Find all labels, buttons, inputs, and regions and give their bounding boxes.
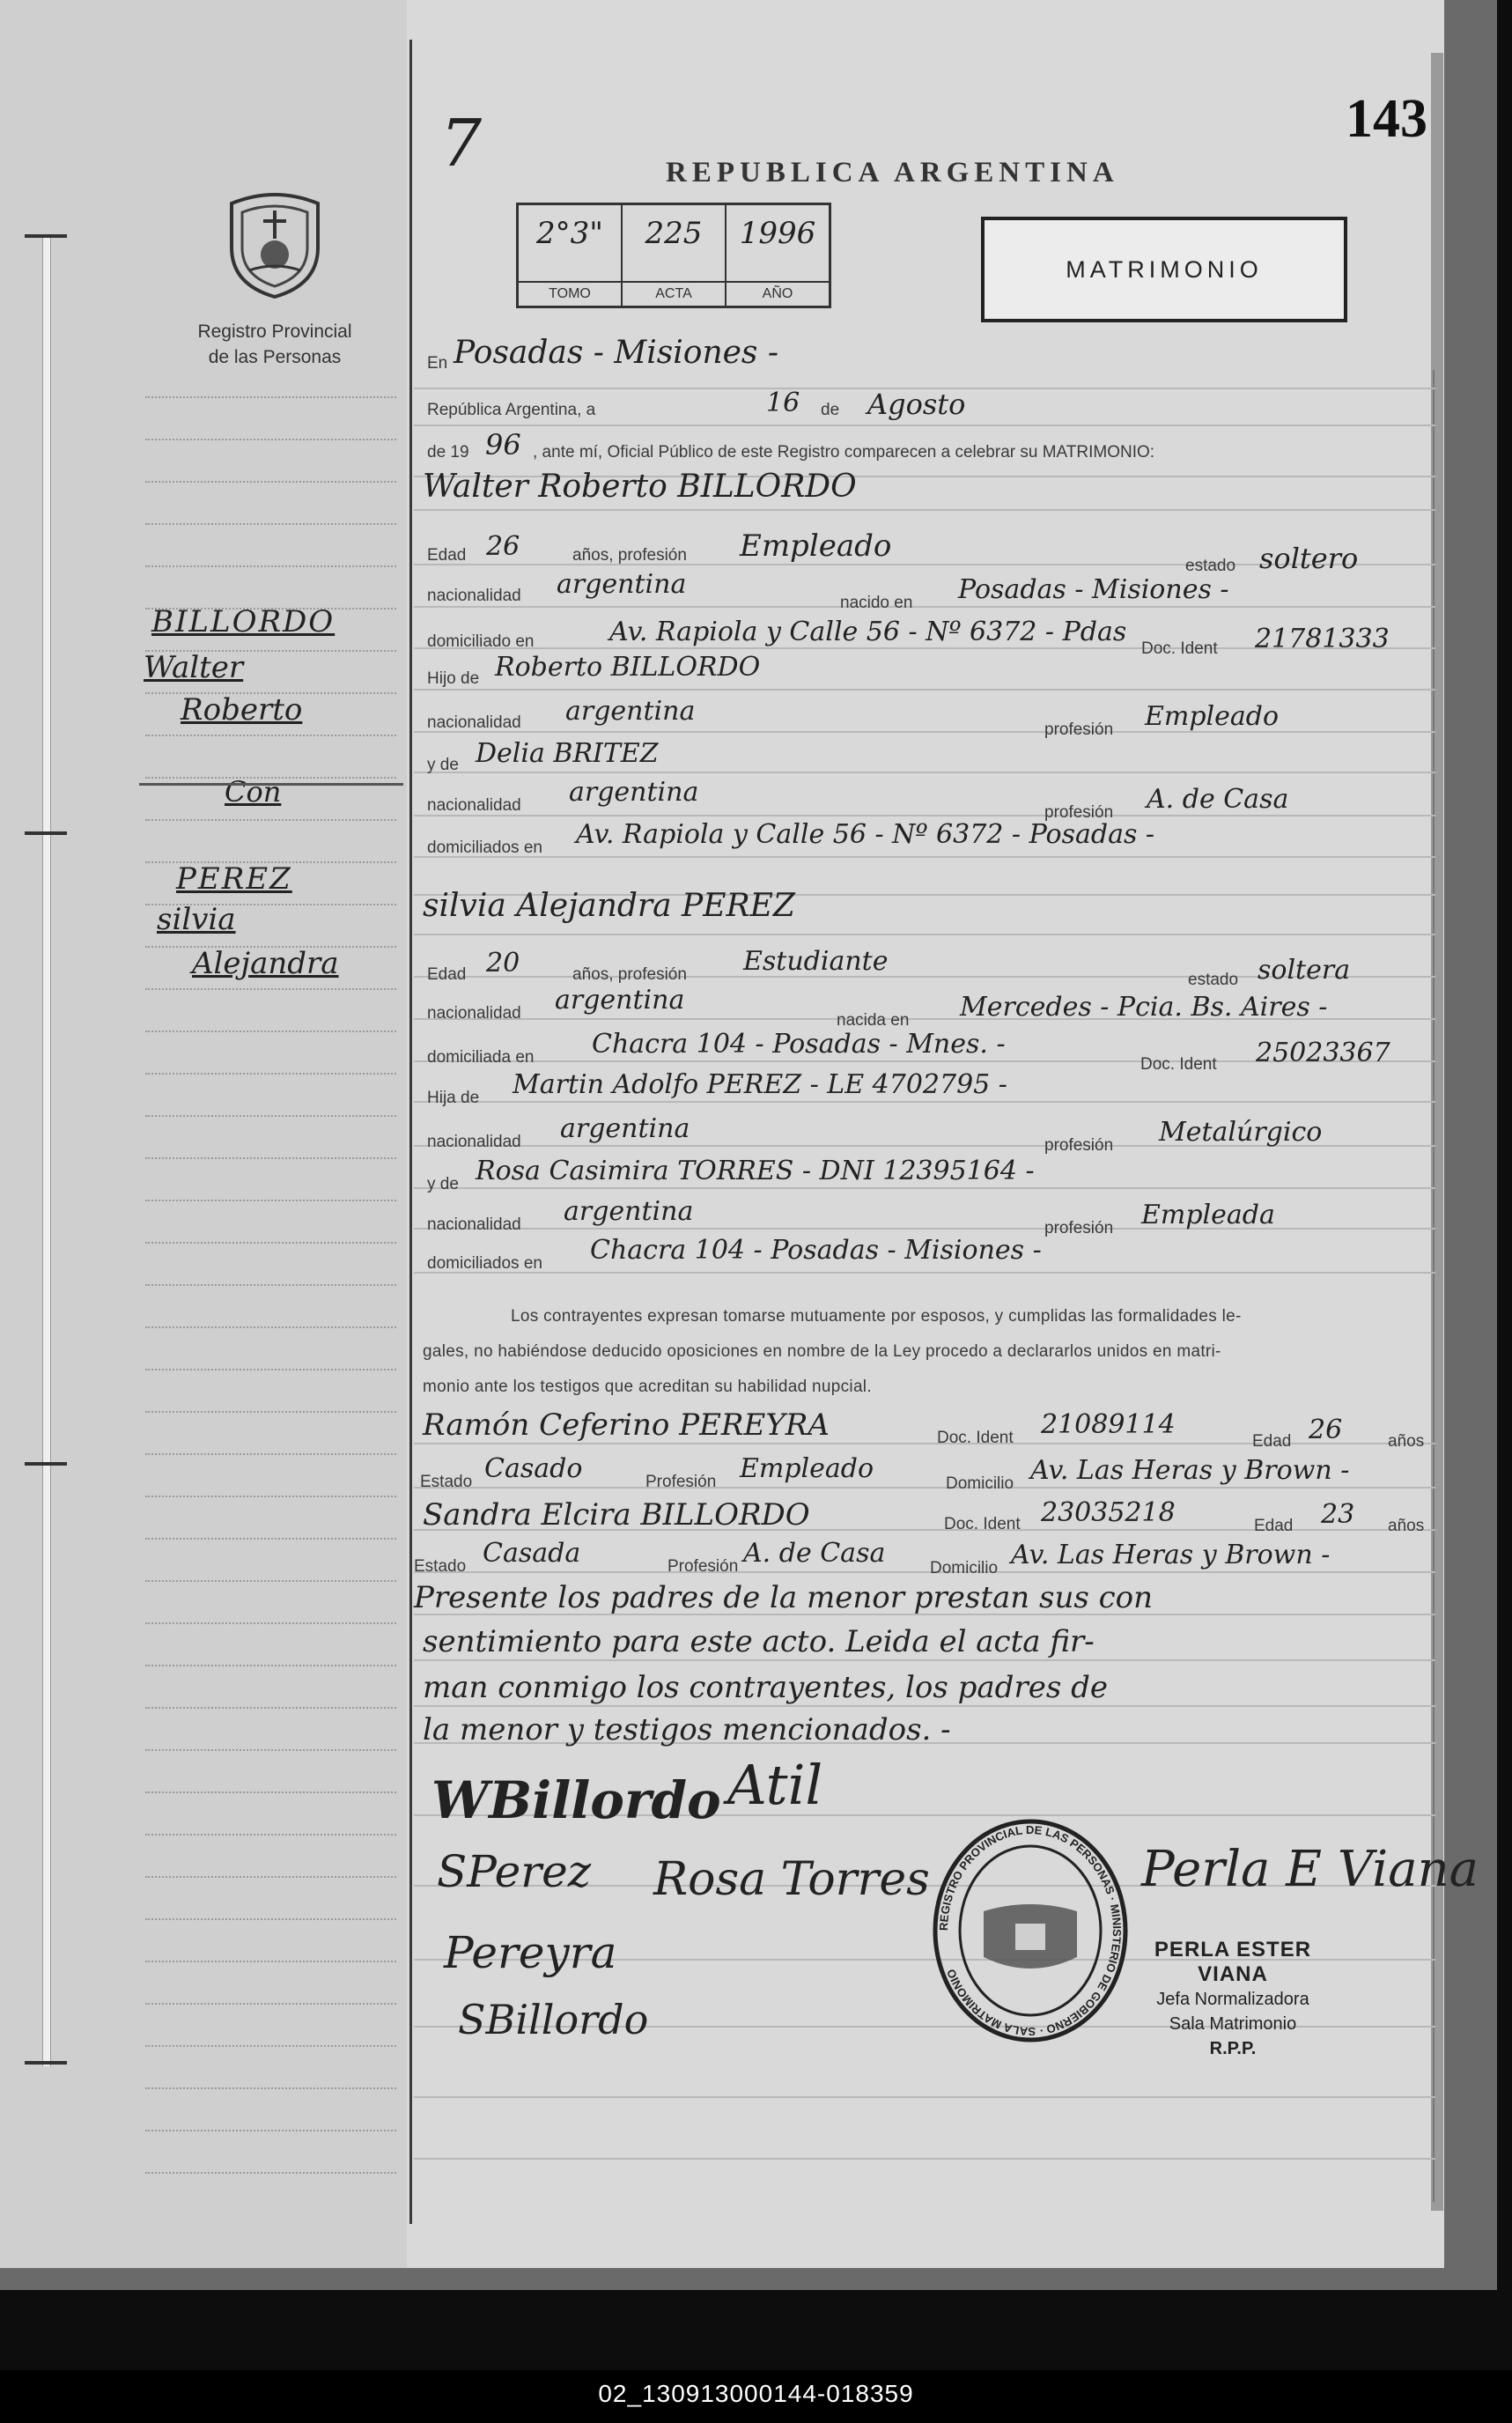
officer-role: Jefa Normalizadora	[1156, 1990, 1309, 2009]
ruled-line	[414, 425, 1435, 426]
ruled-line	[414, 1487, 1435, 1489]
month-value: Agosto	[867, 388, 966, 421]
spouse2-profession: Estudiante	[743, 946, 889, 977]
note-line2: sentimiento para este acto. Leida el acta fir-	[423, 1624, 1095, 1659]
label-hijo-de: Hijo de	[427, 669, 480, 688]
margin-dotted-line	[145, 1834, 396, 1836]
margin-note-surname2: PEREZ	[176, 861, 292, 897]
ruled-line	[414, 856, 1435, 858]
spouse2-father-nationality: argentina	[560, 1113, 690, 1144]
margin-mark: 7	[440, 106, 483, 181]
anio-cell	[726, 205, 829, 306]
witness1-address: Av. Las Heras y Brown -	[1030, 1455, 1350, 1486]
label-witness2-edad: Edad	[1254, 1517, 1294, 1535]
scan-identifier: 02_130913000144-018359	[598, 2380, 914, 2407]
tomo-acta-box	[516, 203, 831, 308]
margin-rule	[409, 40, 412, 2224]
spouse1-address: Av. Rapiola y Calle 56 - Nº 6372 - Pdas	[609, 617, 1127, 647]
spouse2-id: 25023367	[1256, 1038, 1390, 1068]
ruled-line	[414, 1187, 1435, 1189]
signature-officer: Perla E Viana	[1141, 1841, 1479, 1898]
spouse1-marital-status: soltero	[1259, 542, 1359, 575]
binding-stitch	[25, 1462, 67, 1466]
right-rule	[1433, 370, 1435, 2202]
signature-groom: WBillordo	[431, 1770, 721, 1830]
margin-note-con: Con	[225, 775, 282, 809]
signature-witness1: Pereyra	[444, 1927, 617, 1978]
margin-dotted-line	[145, 819, 396, 821]
witness1-marital-status: Casado	[484, 1453, 583, 1484]
ruled-line	[414, 934, 1435, 935]
margin-dotted-line	[145, 2003, 396, 2005]
margin-dotted-line	[145, 1538, 396, 1540]
officer-department: Sala Matrimonio	[1169, 2014, 1297, 2034]
margin-dotted-line	[145, 1326, 396, 1328]
margin-dotted-line	[145, 2087, 396, 2089]
spouse1-father-profession: Empleado	[1145, 701, 1280, 732]
margin-dotted-line	[145, 2172, 396, 2174]
spouse2-marital-status: soltera	[1258, 955, 1351, 986]
margin-dotted-line	[145, 1749, 396, 1751]
ruled-line	[414, 1101, 1435, 1103]
label-edad: Edad	[427, 546, 467, 565]
label-de-19: de 19	[427, 443, 469, 462]
label-doc-ident-2: Doc. Ident	[1140, 1055, 1217, 1074]
ruled-line	[414, 1659, 1435, 1661]
witness2-id: 23035218	[1041, 1497, 1176, 1528]
seal-ring-text: REGISTRO PROVINCIAL DE LAS PERSONAS · MINISTERIO DE GOBIERNO · SALA MATRIMONIO	[936, 1822, 1125, 2039]
spouse2-birthplace: Mercedes - Pcia. Bs. Aires -	[960, 992, 1328, 1023]
margin-dotted-line	[145, 1453, 396, 1455]
margin-dotted-line	[145, 523, 396, 525]
margin-dotted-line	[145, 988, 396, 990]
spouse2-father-profession: Metalúrgico	[1159, 1117, 1323, 1148]
label-y-de-2: y de	[427, 1175, 459, 1193]
legal-text-line1: Los contrayentes expresan tomarse mutuamente por esposos, y cumplidas las formalidades le-	[511, 1307, 1242, 1326]
ruled-line	[414, 1272, 1435, 1274]
spouse1-mother-nationality: argentina	[569, 777, 699, 808]
margin-dotted-line	[145, 1369, 396, 1370]
label-witness2-profesion: Profesión	[667, 1557, 739, 1576]
label-estado-2: estado	[1188, 971, 1239, 989]
witness1-name: Ramón Ceferino PEREYRA	[423, 1407, 830, 1443]
margin-dotted-line	[145, 1200, 396, 1201]
ruled-line	[414, 606, 1435, 608]
spouse1-father-nationality: argentina	[565, 696, 696, 727]
margin-dotted-line	[145, 565, 396, 567]
document-title: REPUBLICA ARGENTINA	[666, 157, 1119, 188]
witness2-profession: A. de Casa	[743, 1538, 886, 1569]
spouse1-birthplace: Posadas - Misiones -	[958, 574, 1229, 605]
margin-dotted-line	[145, 1411, 396, 1413]
margin-note-surname: BILLORDO	[151, 604, 336, 639]
ruled-line	[414, 509, 1435, 511]
spouse1-mother-profession: A. de Casa	[1147, 784, 1289, 815]
margin-dotted-line	[145, 481, 396, 483]
margin-dotted-line	[145, 2045, 396, 2047]
ruled-line	[414, 1571, 1435, 1573]
ruled-line	[414, 689, 1435, 691]
margin-note-first-name2: silvia	[157, 902, 236, 937]
ruled-line	[414, 731, 1435, 733]
spouse2-address: Chacra 104 - Posadas - Mnes. -	[592, 1029, 1006, 1060]
tomo-label: TOMO	[519, 281, 621, 306]
anio-label: AÑO	[726, 281, 829, 306]
label-profesion-padre-2: profesión	[1044, 1136, 1114, 1155]
note-line4: la menor y testigos mencionados. -	[423, 1712, 951, 1747]
ruled-line	[414, 2096, 1435, 2098]
margin-dotted-line	[145, 1073, 396, 1075]
acta-cell	[623, 205, 726, 306]
spouse1-parents-address: Av. Rapiola y Calle 56 - Nº 6372 - Posadas -	[576, 819, 1155, 850]
act-type-box: MATRIMONIO	[981, 217, 1347, 322]
label-profesion-madre-2: profesión	[1044, 1219, 1114, 1237]
margin-dotted-line	[145, 1876, 396, 1878]
tomo-cell	[519, 205, 623, 306]
spouse2-parents-address: Chacra 104 - Posadas - Misiones -	[590, 1235, 1042, 1266]
ruled-line	[414, 815, 1435, 816]
label-witness1-edad: Edad	[1252, 1432, 1292, 1451]
binding-stitch	[25, 234, 67, 238]
note-line1: Presente los padres de la menor prestan sus con	[414, 1580, 1154, 1615]
label-domiciliada-en: domiciliada en	[427, 1048, 535, 1067]
margin-dotted-line	[145, 1580, 396, 1582]
margin-dotted-line	[145, 1284, 396, 1286]
label-nacionalidad-madre: nacionalidad	[427, 796, 521, 815]
witness1-age: 26	[1309, 1415, 1343, 1445]
tomo-value: 2°3"	[536, 216, 603, 251]
label-profesion-madre: profesión	[1044, 803, 1114, 822]
label-nacionalidad-2: nacionalidad	[427, 1004, 521, 1023]
label-hija-de: Hija de	[427, 1089, 480, 1107]
registry-label	[174, 319, 375, 370]
margin-dotted-line	[145, 1031, 396, 1032]
margin-note-second-name2: Alejandra	[192, 946, 339, 981]
margin-dotted-line	[145, 1961, 396, 1962]
witness2-age: 23	[1321, 1499, 1355, 1530]
margin-dotted-line	[145, 735, 396, 736]
acta-label: ACTA	[623, 281, 725, 306]
margin-dotted-line	[145, 1665, 396, 1666]
label-nacionalidad-padre-2: nacionalidad	[427, 1133, 521, 1151]
witness2-marital-status: Casada	[483, 1538, 581, 1569]
spouse2-name: silvia Alejandra PEREZ	[423, 888, 795, 924]
spouse1-father: Roberto BILLORDO	[495, 652, 761, 683]
place-value: Posadas - Misiones -	[454, 335, 779, 371]
ruled-line	[414, 2158, 1435, 2160]
spouse1-profession: Empleado	[740, 528, 892, 564]
registry-label-line1: Registro Provincial	[197, 321, 352, 342]
signature-father: SPerez	[437, 1846, 592, 1897]
label-witness1-domicilio: Domicilio	[946, 1474, 1014, 1493]
acta-value: 225	[645, 216, 703, 251]
label-edad-2: Edad	[427, 965, 467, 984]
signature-bride: Atil	[727, 1753, 823, 1817]
witness1-profession: Empleado	[740, 1453, 874, 1484]
margin-dotted-line	[145, 2130, 396, 2131]
witness1-id: 21089114	[1041, 1409, 1176, 1440]
ruled-line	[414, 1705, 1435, 1707]
label-witness2-doc: Doc. Ident	[944, 1515, 1021, 1533]
label-nacionalidad: nacionalidad	[427, 587, 521, 605]
label-anos-profesion-2: años, profesión	[572, 965, 687, 984]
margin-dotted-line	[145, 1622, 396, 1624]
signature-witness2: SBillordo	[458, 1996, 649, 2043]
anio-value: 1996	[739, 216, 816, 251]
label-nacionalidad-madre-2: nacionalidad	[427, 1215, 521, 1234]
page-number: 143	[1346, 89, 1427, 149]
margin-dotted-line	[145, 1115, 396, 1117]
spouse2-mother-nationality: argentina	[564, 1196, 694, 1227]
officer-name: PERLA ESTER VIANA	[1154, 1938, 1312, 1986]
official-seal-icon	[931, 1816, 1130, 2045]
ruled-line	[414, 1228, 1435, 1230]
margin-note-first-name: Walter	[144, 650, 244, 685]
spouse1-nationality: argentina	[557, 569, 687, 600]
label-nacido-en: nacido en	[840, 594, 913, 612]
label-domiciliados-en: domiciliados en	[427, 838, 542, 857]
label-en: En	[427, 354, 448, 373]
margin-dotted-line	[145, 1496, 396, 1497]
label-witness2-estado: Estado	[414, 1557, 467, 1576]
label-nacida-en: nacida en	[837, 1011, 910, 1030]
margin-dotted-line	[145, 1707, 396, 1709]
spouse2-mother-profession: Empleada	[1141, 1200, 1275, 1230]
officer-stamp	[1118, 1938, 1347, 2061]
spouse2-father: Martin Adolfo PEREZ - LE 4702795 -	[513, 1069, 1007, 1100]
registry-emblem-icon	[223, 186, 327, 299]
margin-dotted-line	[145, 439, 396, 440]
margin-dotted-line	[145, 1157, 396, 1159]
ruled-line	[414, 772, 1435, 773]
spouse1-mother: Delia BRITEZ	[476, 738, 659, 769]
margin-note-separator	[139, 783, 403, 786]
label-witness1-doc: Doc. Ident	[937, 1429, 1014, 1447]
label-anos-profesion: años, profesión	[572, 546, 687, 565]
year-value: 96	[485, 428, 521, 462]
label-doc-ident: Doc. Ident	[1141, 639, 1218, 658]
label-domiciliados-en-2: domiciliados en	[427, 1254, 542, 1273]
margin-note-second-name: Roberto	[181, 692, 303, 728]
label-witness1-estado: Estado	[420, 1473, 473, 1491]
margin-dotted-line	[145, 1791, 396, 1793]
margin-dotted-line	[145, 1242, 396, 1244]
binding-thread	[42, 234, 51, 2066]
label-witness2-anos: años	[1388, 1517, 1425, 1535]
label-ante-mi: , ante mí, Oficial Público de este Registro comparecen a celebrar su MATRIMONIO:	[533, 443, 1155, 462]
label-profesion-padre: profesión	[1044, 720, 1114, 739]
label-estado: estado	[1185, 557, 1236, 575]
label-witness1-profesion: Profesión	[645, 1473, 717, 1491]
margin-dotted-line	[145, 396, 396, 398]
spouse1-name: Walter Roberto BILLORDO	[423, 469, 857, 505]
legal-text-line2: gales, no habiéndose deducido oposiciones en nombre de la Ley procedo a declararlos unidos en matri-	[423, 1342, 1221, 1361]
registry-label-line2: de las Personas	[208, 347, 342, 367]
binding-stitch	[25, 2061, 67, 2065]
spouse2-nationality: argentina	[555, 985, 685, 1016]
label-domiciliado-en: domiciliado en	[427, 632, 535, 651]
officer-abbreviation: R.P.P.	[1209, 2039, 1257, 2058]
day-value: 16	[766, 388, 800, 418]
note-line3: man conmigo los contrayentes, los padres de	[423, 1670, 1108, 1705]
label-witness1-anos: años	[1388, 1432, 1425, 1451]
signature-mother: Rosa Torres	[653, 1853, 930, 1906]
label-witness2-domicilio: Domicilio	[930, 1559, 999, 1577]
margin-dotted-line	[145, 1918, 396, 1920]
label-republica: República Argentina, a	[427, 401, 596, 419]
label-de: de	[821, 401, 840, 419]
spouse1-id: 21781333	[1255, 624, 1390, 654]
spouse1-age: 26	[486, 531, 520, 562]
label-y-de: y de	[427, 756, 459, 774]
binding-stitch	[25, 831, 67, 835]
legal-text-line3: monio ante los testigos que acreditan su habilidad nupcial.	[423, 1378, 872, 1396]
label-nacionalidad-padre: nacionalidad	[427, 713, 521, 732]
witness2-name: Sandra Elcira BILLORDO	[423, 1497, 810, 1533]
witness2-address: Av. Las Heras y Brown -	[1011, 1540, 1331, 1570]
spouse2-mother: Rosa Casimira TORRES - DNI 12395164 -	[476, 1156, 1035, 1186]
spouse2-age: 20	[486, 948, 520, 979]
